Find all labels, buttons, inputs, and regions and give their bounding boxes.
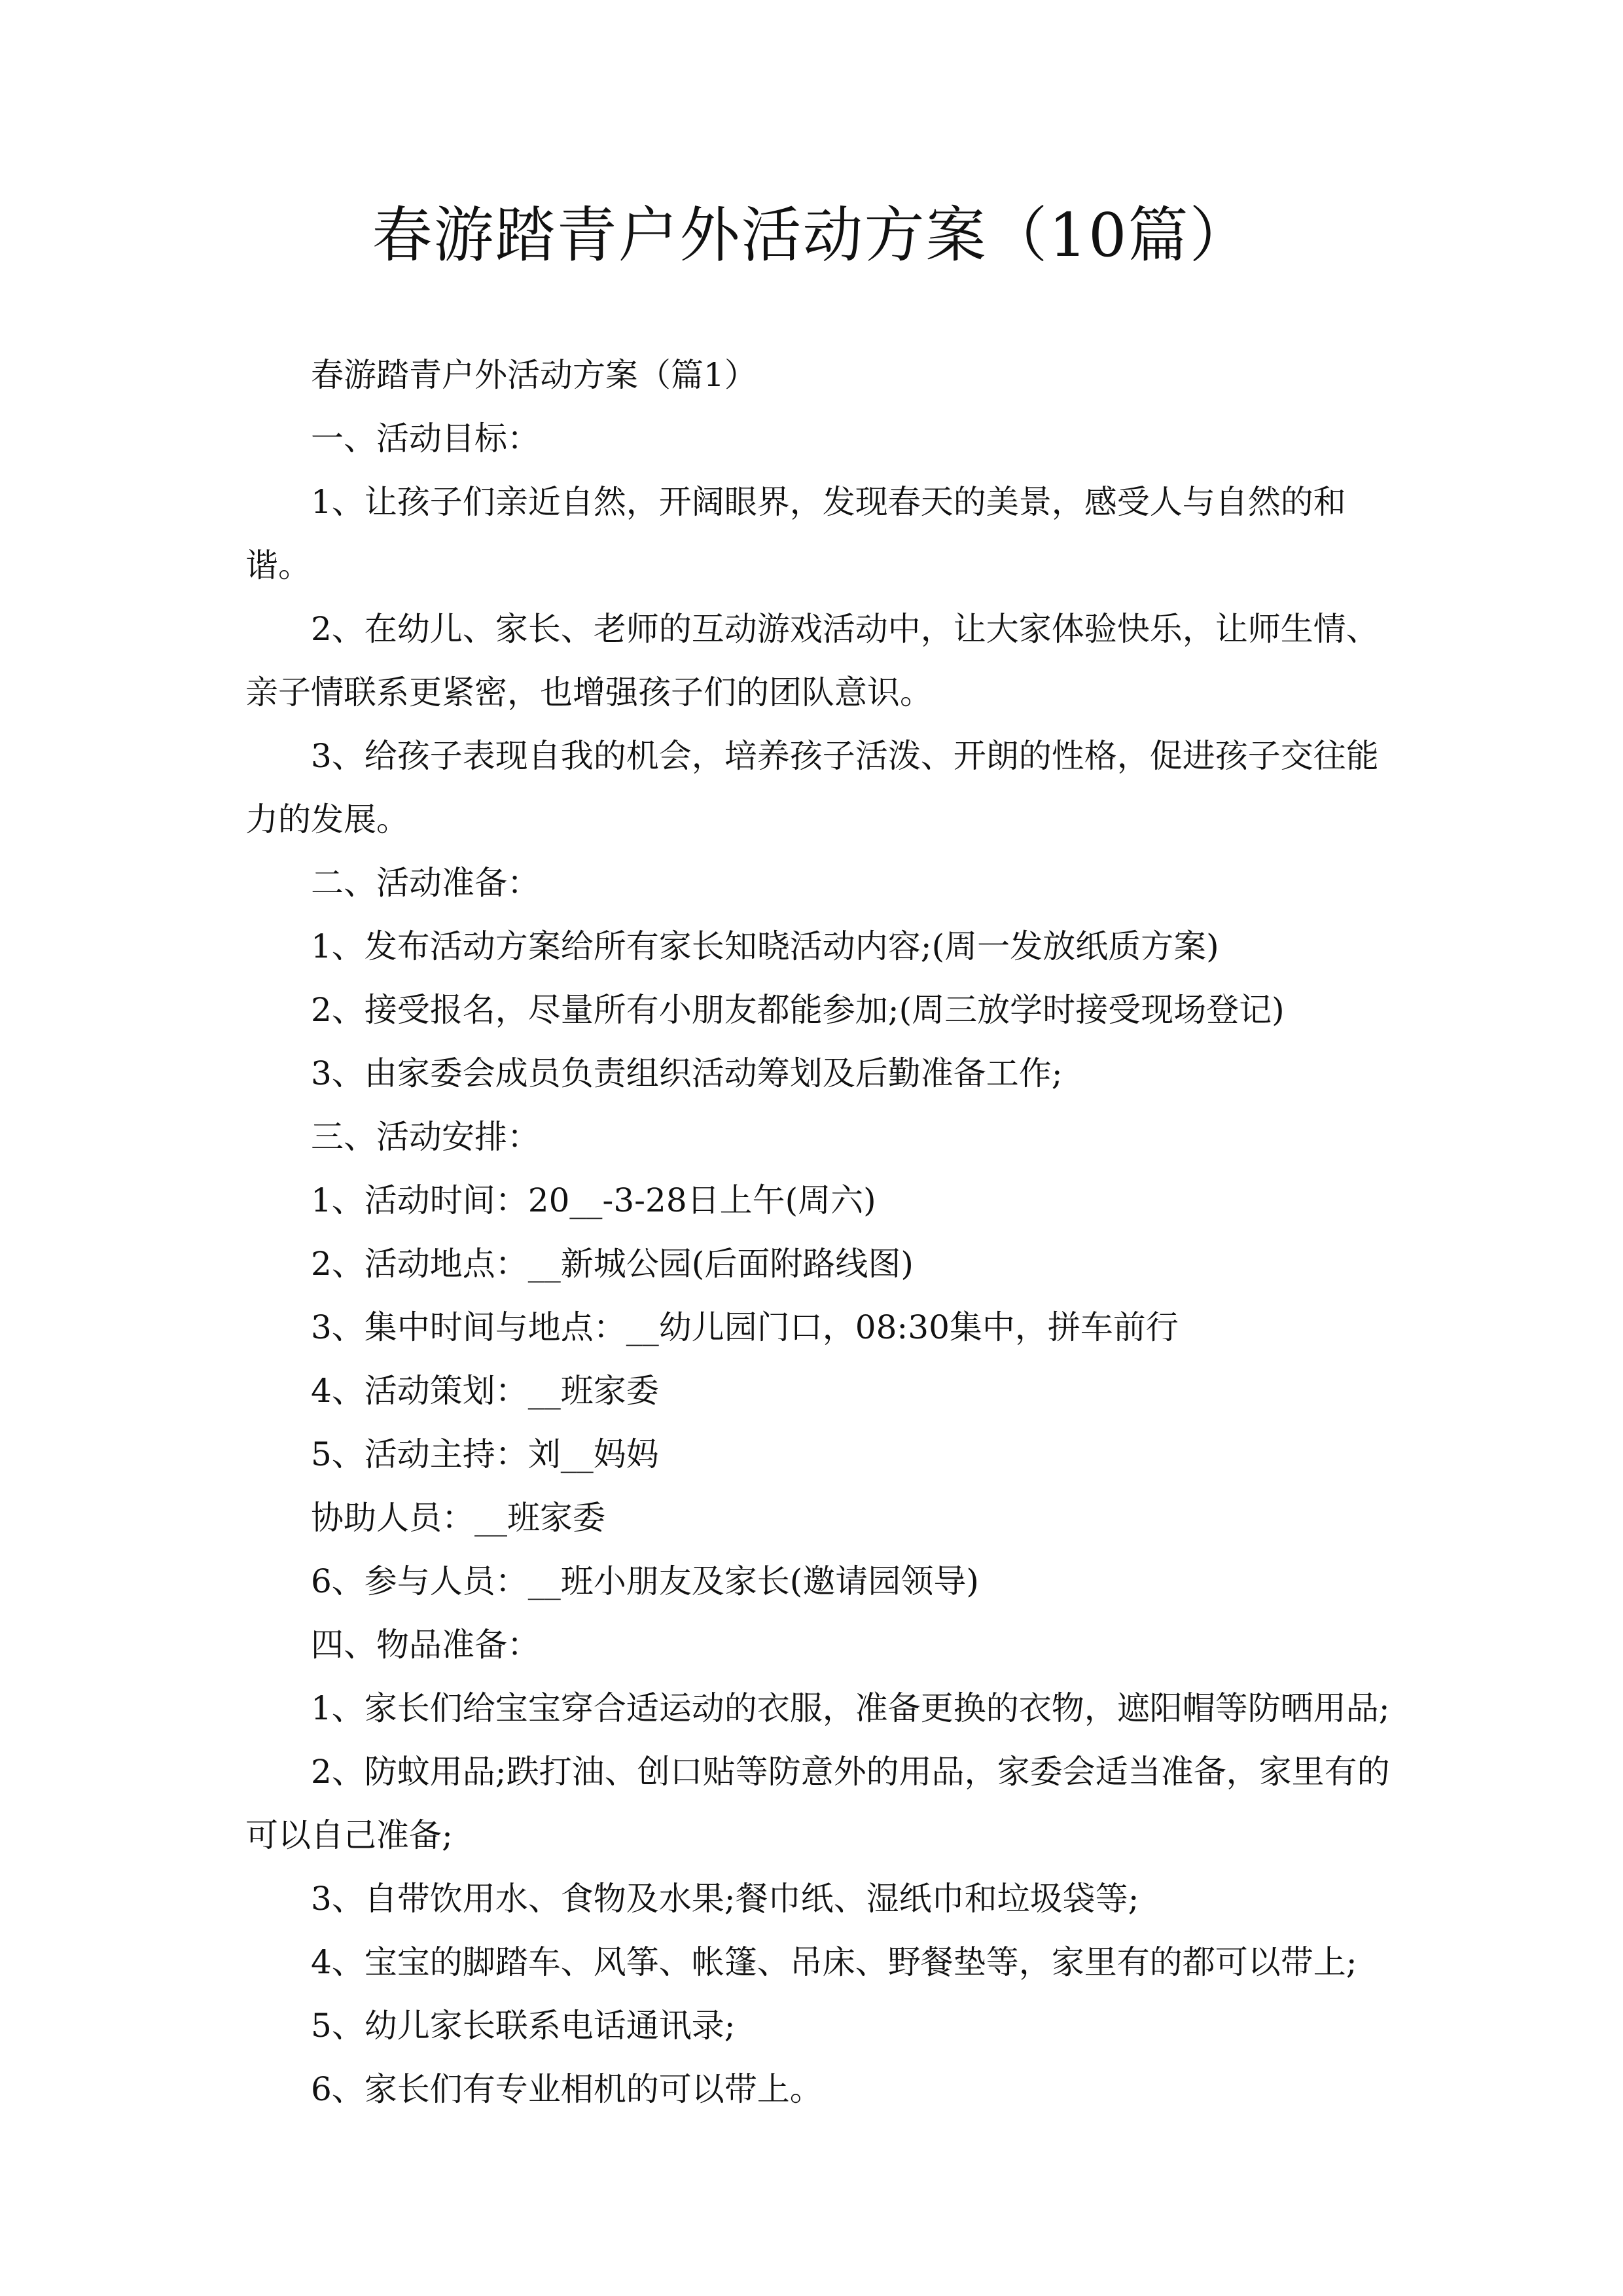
paragraph: 四、物品准备： xyxy=(311,1626,540,1664)
paragraph: 6、参与人员：__班小朋友及家长(邀请园领导) xyxy=(311,1562,979,1600)
paragraph: 1、发布活动方案给所有家长知晓活动内容;(周一发放纸质方案) xyxy=(311,927,1219,965)
paragraph: 5、活动主持：刘__妈妈 xyxy=(311,1435,659,1473)
paragraph: 一、活动目标： xyxy=(311,420,540,457)
section-heading: 春游踏青户外活动方案（篇1） xyxy=(311,356,757,394)
paragraph: 2、防蚊用品;跌打油、创口贴等防意外的用品，家委会适当准备，家里有的可以自己准备; xyxy=(245,1753,1390,1854)
document-title: 春游踏青户外活动方案（10篇） xyxy=(372,200,1251,270)
paragraph: 2、在幼儿、家长、老师的互动游戏活动中，让大家体验快乐，让师生情、亲子情联系更紧密，也增强孩子们的团队意识。 xyxy=(245,610,1379,711)
paragraph: 1、让孩子们亲近自然，开阔眼界，发现春天的美景，感受人与自然的和谐。 xyxy=(245,483,1346,584)
paragraph: 3、自带饮用水、食物及水果;餐巾纸、湿纸巾和垃圾袋等; xyxy=(311,1880,1139,1918)
paragraph: 3、集中时间与地点：__幼儿园门口，08:30集中，拼车前行 xyxy=(311,1308,1179,1346)
document-body xyxy=(245,344,1397,2121)
paragraph: 6、家长们有专业相机的可以带上。 xyxy=(311,2070,823,2108)
paragraph: 4、宝宝的脚踏车、风筝、帐篷、吊床、野餐垫等，家里有的都可以带上; xyxy=(311,1943,1357,1981)
paragraph: 二、活动准备： xyxy=(311,864,540,902)
paragraph: 1、活动时间：20__-3-28日上午(周六) xyxy=(311,1181,876,1219)
paragraph: 4、活动策划：__班家委 xyxy=(311,1372,659,1410)
paragraph: 3、由家委会成员负责组织活动筹划及后勤准备工作; xyxy=(311,1054,1063,1092)
paragraph: 三、活动安排： xyxy=(311,1118,540,1156)
paragraph: 3、给孩子表现自我的机会，培养孩子活泼、开朗的性格，促进孩子交往能力的发展。 xyxy=(245,737,1379,838)
paragraph: 2、接受报名，尽量所有小朋友都能参加;(周三放学时接受现场登记) xyxy=(311,991,1285,1029)
paragraph: 1、家长们给宝宝穿合适运动的衣服，准备更换的衣物，遮阳帽等防晒用品; xyxy=(311,1689,1390,1727)
paragraph: 2、活动地点：__新城公园(后面附路线图) xyxy=(311,1245,914,1283)
paragraph: 协助人员：__班家委 xyxy=(311,1499,605,1537)
paragraph: 5、幼儿家长联系电话通讯录; xyxy=(311,2007,736,2045)
